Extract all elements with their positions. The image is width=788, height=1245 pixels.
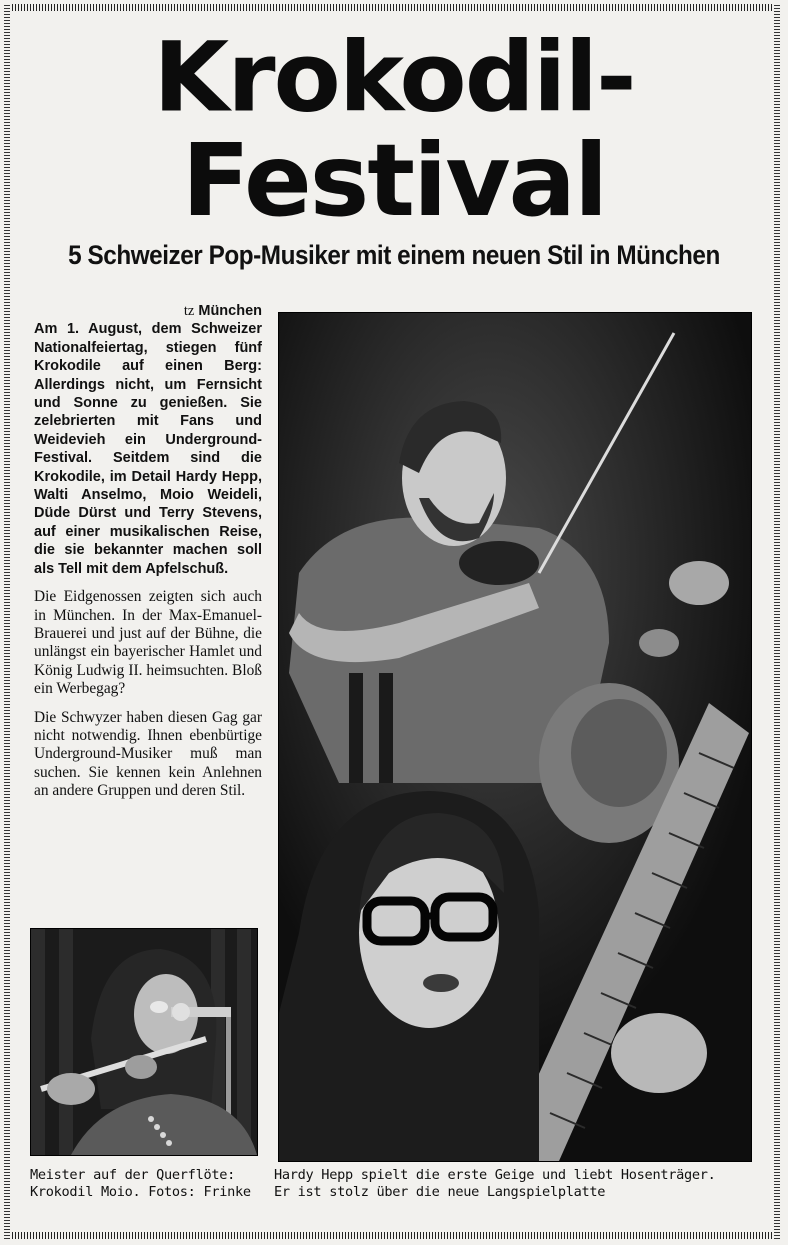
caption-main-photo	[274, 1167, 754, 1201]
article-lead: Am 1. August, dem Schweizer Nationalfeiertag, stiegen fünf Krokodile auf einen Berg: Allerdings nicht, um Fernsicht und Sonne zu genießen. Sie zelebrierten mit Fans und Weidevieh ein Underground-Festival. Seitdem sind die Krokodile, im Detail Hardy Hepp, Walti Anselmo, Moio Weideli, Düde Dürst und Terry Stevens, auf einer musikalischen Reise, die sie bekannter machen soll als Tell mit dem Apfelschuß.	[34, 321, 262, 577]
page-border-bottom	[6, 1232, 780, 1239]
page-border-top	[6, 4, 780, 11]
photo-flute-player	[30, 928, 258, 1156]
dateline-place: München	[198, 303, 262, 319]
article-paragraph-3: Die Schwyzer haben diesen Gag gar nicht notwendig. Ihnen ebenbürtige Underground-Musiker muß man suchen. Sie kennen kein Anlehnen an andere Gruppen und deren Stil.	[34, 708, 262, 800]
dateline-prefix: tz	[183, 303, 195, 319]
photo-small-illustration	[31, 929, 257, 1155]
caption-right-line-1: Hardy Hepp spielt die erste Geige und liebt Hosenträger.	[274, 1167, 716, 1183]
caption-flute-photo	[30, 1167, 266, 1201]
caption-left-line-2: Krokodil Moio. Fotos: Frinke	[30, 1184, 251, 1200]
article-paragraph-2: Die Eidgenossen zeigten sich auch in München. In der Max-Emanuel-Brauerei und just auf der Bühne, die unlängst ein bayerischer Hamlet und König Ludwig II. heimsuchten. Bloß ein Werbegag?	[34, 588, 262, 698]
caption-left-line-1: Meister auf der Querflöte:	[30, 1167, 235, 1183]
subheadline: 5 Schweizer Pop-Musiker mit einem neuen Stil in München	[68, 240, 720, 270]
photo-main-illustration	[279, 313, 751, 1161]
photo-violinist-and-sitar-player	[278, 312, 752, 1162]
article-body	[34, 302, 262, 811]
headline-line-2: Festival	[181, 122, 607, 239]
dateline	[34, 302, 262, 320]
caption-right-line-2: Er ist stolz über die neue Langspielplatte	[274, 1184, 606, 1200]
headline-line-1: Krokodil-	[153, 22, 635, 134]
